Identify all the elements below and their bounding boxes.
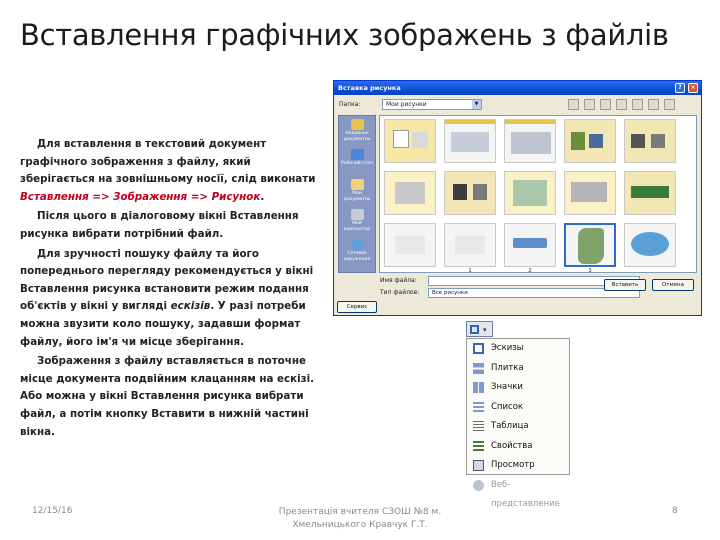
chevron-down-icon: ▼ bbox=[472, 100, 481, 109]
menu-item-label: Плитка bbox=[491, 362, 524, 373]
file-name-row bbox=[380, 277, 417, 284]
place-network[interactable] bbox=[339, 236, 375, 266]
help-icon[interactable]: ? bbox=[675, 83, 685, 93]
footer-author bbox=[250, 506, 470, 532]
details-icon bbox=[473, 421, 484, 432]
footer-author-line2: Хмельницького Кравчук Г.Т. bbox=[292, 520, 428, 530]
file-thumbnail[interactable] bbox=[504, 171, 556, 215]
place-desktop[interactable] bbox=[339, 146, 375, 176]
menu-command: Вставлення => Зображення => Рисунок bbox=[20, 190, 261, 203]
place-recent[interactable] bbox=[339, 116, 375, 146]
menu-item-thumbnails[interactable] bbox=[467, 339, 569, 359]
up-folder-icon[interactable] bbox=[584, 99, 595, 110]
menu-item-preview[interactable] bbox=[467, 456, 569, 476]
preview-icon bbox=[473, 460, 484, 471]
views-button[interactable] bbox=[466, 321, 493, 337]
file-thumbnail[interactable] bbox=[384, 171, 436, 215]
file-thumbnail[interactable] bbox=[624, 223, 676, 267]
list-icon bbox=[473, 402, 484, 413]
footer-author-line1: Презентація вчителя СЗОШ №8 м. bbox=[278, 507, 442, 517]
insert-button[interactable]: Вставить bbox=[604, 279, 646, 291]
folder-value: Мои рисунки bbox=[386, 101, 427, 108]
paragraph-4: Зображення з файлу вставляється в поточне місце документа подвійним клацанням на ескізі. Або можна у вікні Вставлення рисунка вибрати файл, а потім кнопку Вставити в нижній частині вікна. bbox=[20, 355, 315, 438]
file-thumbnail[interactable] bbox=[384, 119, 436, 163]
file-caption: 2 bbox=[528, 268, 532, 273]
web-view-icon bbox=[473, 480, 484, 491]
file-thumbnail[interactable] bbox=[444, 119, 496, 163]
menu-item-details[interactable] bbox=[467, 417, 569, 437]
place-label: Рабочий стол bbox=[341, 161, 373, 166]
desktop-icon bbox=[351, 149, 364, 160]
paragraph-3-text: Для зручності пошуку файлу та його попереднього перегляду рекомендується у вікні Вставлення рисунка встановити режим подання об'єктів у вікні у вигляді bbox=[20, 247, 314, 313]
new-folder-icon[interactable] bbox=[632, 99, 643, 110]
network-icon bbox=[351, 239, 364, 250]
menu-item-label: Эскизы bbox=[491, 343, 524, 353]
thumbnails-view-icon bbox=[470, 325, 479, 334]
menu-item-label: Список bbox=[491, 401, 524, 412]
thumbnails-icon bbox=[473, 343, 484, 354]
place-label: Мой компьютер bbox=[343, 221, 371, 232]
paragraph-1-text: Для вставлення в текстовий документ графічного зображення з файлу, який зберігається на зовнішньому носії, слід виконати bbox=[20, 138, 316, 186]
file-thumbnail[interactable] bbox=[624, 171, 676, 215]
file-thumbnail[interactable] bbox=[564, 171, 616, 215]
dialog-toolbar bbox=[568, 99, 678, 112]
menu-item-tiles[interactable] bbox=[467, 359, 569, 379]
file-name-label: Имя файла: bbox=[380, 277, 417, 284]
service-button[interactable]: Сервис bbox=[337, 301, 377, 313]
file-caption: 1 bbox=[468, 268, 472, 273]
properties-icon bbox=[473, 441, 484, 452]
dialog-titlebar bbox=[334, 81, 701, 95]
folder-select[interactable] bbox=[382, 99, 482, 110]
recent-icon bbox=[351, 119, 364, 130]
menu-item-list[interactable] bbox=[467, 398, 569, 418]
views-menu bbox=[466, 338, 570, 509]
cancel-button[interactable]: Отмена bbox=[652, 279, 694, 291]
paragraph-1-end: . bbox=[260, 190, 265, 203]
body-text bbox=[20, 136, 318, 443]
file-type-row bbox=[380, 289, 468, 296]
place-documents[interactable] bbox=[339, 176, 375, 206]
slide-title: Вставлення графічних зображень з файлів bbox=[20, 18, 669, 52]
file-thumbnail[interactable] bbox=[444, 223, 496, 267]
menu-item-properties[interactable] bbox=[467, 437, 569, 457]
menu-item-label: Просмотр bbox=[491, 460, 535, 470]
folder-label: Папка: bbox=[339, 101, 361, 108]
selected-file-thumbnail[interactable] bbox=[564, 223, 616, 267]
paragraph-3-tail: . У разі потреби можна звузити коло пошуку, задавши формат файлу, його ім'я чи місце зберігання. bbox=[20, 300, 306, 348]
menu-item-icons[interactable] bbox=[467, 378, 569, 398]
insert-picture-dialog bbox=[333, 80, 702, 316]
place-label: Мои документы bbox=[343, 191, 371, 202]
tiles-icon bbox=[473, 363, 484, 374]
file-thumbnail[interactable] bbox=[384, 223, 436, 267]
file-thumbnail-list bbox=[379, 115, 697, 273]
places-bar bbox=[338, 115, 376, 273]
file-thumbnail[interactable] bbox=[504, 119, 556, 163]
file-thumbnail[interactable] bbox=[444, 171, 496, 215]
paragraph-2: Після цього в діалоговому вікні Вставлення рисунка вибрати потрібний файл. bbox=[20, 210, 299, 240]
file-caption: 3 bbox=[588, 268, 592, 273]
file-type-value: Все рисунки bbox=[432, 290, 468, 296]
file-thumbnail[interactable] bbox=[504, 223, 556, 267]
folder-icon bbox=[351, 179, 364, 190]
place-label: Сетевое окружение bbox=[343, 251, 371, 262]
search-icon[interactable] bbox=[600, 99, 611, 110]
page-number: 8 bbox=[672, 506, 678, 516]
chevron-down-icon: ▾ bbox=[483, 326, 487, 334]
views-dropdown bbox=[466, 321, 570, 509]
views-icon[interactable] bbox=[648, 99, 659, 110]
menu-item-label: Таблица bbox=[491, 421, 529, 431]
menu-item-label: Веб-представление bbox=[491, 479, 560, 509]
file-type-label: Тип файлов: bbox=[380, 289, 420, 296]
paragraph-3 bbox=[20, 246, 318, 352]
file-thumbnail[interactable] bbox=[624, 119, 676, 163]
menu-item-web-view[interactable] bbox=[467, 476, 569, 509]
computer-icon bbox=[351, 209, 364, 220]
paragraph-3-italic: ескізів bbox=[170, 300, 211, 313]
icons-icon bbox=[473, 382, 484, 393]
paragraph-1 bbox=[20, 136, 318, 206]
place-label: Недавние документы bbox=[343, 131, 371, 142]
footer-date: 12/15/16 bbox=[32, 506, 73, 516]
place-computer[interactable] bbox=[339, 206, 375, 236]
back-icon[interactable] bbox=[568, 99, 579, 110]
menu-item-label: Значки bbox=[491, 382, 523, 392]
dialog-title: Вставка рисунка bbox=[338, 84, 401, 92]
close-icon[interactable]: × bbox=[688, 83, 698, 93]
file-thumbnail[interactable] bbox=[564, 119, 616, 163]
menu-item-label: Свойства bbox=[491, 440, 533, 451]
tools-icon[interactable] bbox=[664, 99, 675, 110]
folder-row bbox=[338, 99, 698, 111]
delete-icon[interactable] bbox=[616, 99, 627, 110]
